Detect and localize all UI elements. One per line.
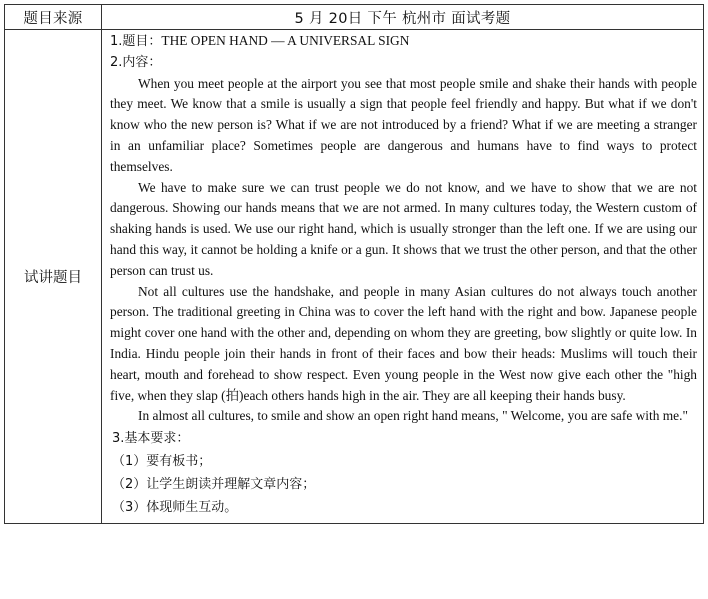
requirement-item-2: （2）让学生朗读并理解文章内容； (112, 477, 316, 493)
topic-title-line (110, 31, 697, 53)
requirement-item-1: （1）要有板书； (112, 454, 212, 470)
passage-paragraph-3: Not all cultures use the handshake, and people in many Asian cultures do not always touch another person. The traditional greeting in China was to cover the left hand with the right and bow. Japanese people might cover one hand with the other and, depending on whom they are greeting, bow slightly or quite low. In India. Hindu people join their hands in front of their faces and bow their heads: Muslims will touch their heart, mouth and forehead to show respect. Even young people in the West now give each other the "high five, when they slap (拍)each others hands high in the air. They are all keeping their hands busy. (110, 283, 697, 403)
requirement-item-3: （3）体现师生互动。 (112, 500, 238, 516)
content-row (5, 30, 704, 524)
header-source-label: 题目来源 (5, 5, 102, 30)
header-exam-info: 5 月 20日 下午 杭州市 面试考题 (102, 5, 704, 30)
header-row (5, 5, 704, 30)
row-label-trial-topic: 试讲题目 (5, 30, 102, 524)
topic-title-prefix: 1.题目： (110, 34, 162, 49)
requirements-heading: 3.基本要求： (112, 431, 190, 447)
exam-table (4, 4, 704, 524)
passage-paragraph-4: In almost all cultures, to smile and show an open right hand means, " Welcome, you are safe with me." (138, 408, 688, 424)
passage-paragraph-1: When you meet people at the airport you see that most people smile and shake their hands with people they meet. We know that a smile is usually a sign that people feel friendly and happy. But what if we don't know who the new person is? What if we are not introduced by a friend? What if we are meeting a stranger in an unfamiliar place? Sometimes people are dangerous and humans have to find ways to protect themselves. (110, 75, 697, 174)
content-heading: 2.内容： (110, 54, 162, 70)
passage-paragraph-2: We have to make sure we can trust people we do not know, and we have to show that we are not dangerous. Showing our hands means that we are not armed. In many cultures today, the Western custom of shaking hands is used. We use our right hand, which is usually stronger than the left one. If we are using our hand this way, it cannot be holding a knife or a gun. It shows that we trust the other person, and that the other person can trust us. (110, 179, 697, 278)
topic-title: THE OPEN HAND — A UNIVERSAL SIGN (161, 33, 410, 48)
topic-content-cell (102, 30, 704, 524)
